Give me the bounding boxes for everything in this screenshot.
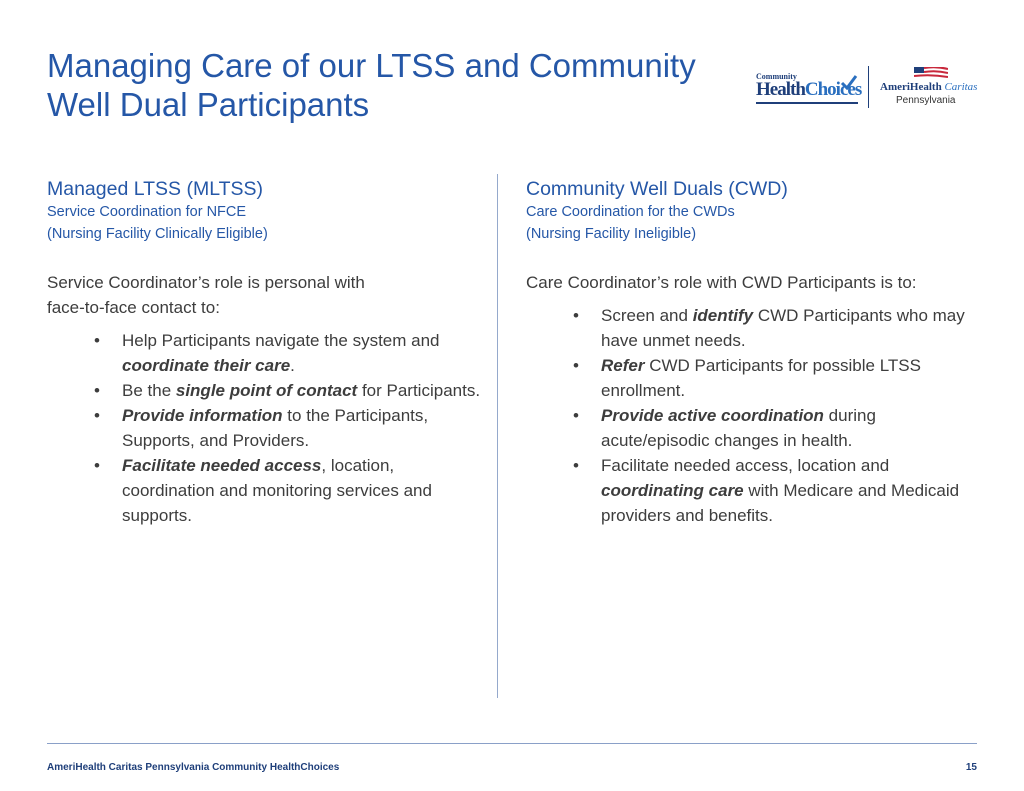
community-healthchoices-logo: Community HealthChoices [756, 72, 860, 104]
cwd-column [526, 177, 976, 528]
list-item: • Refer CWD Participants for possible LTSS enrollment. [573, 356, 921, 400]
header-logos [756, 66, 980, 108]
column-divider [497, 174, 498, 698]
page-number: 15 [965, 762, 977, 773]
list-item: • Be the single point of contact for Participants. [94, 381, 481, 400]
footer-rule [47, 743, 977, 744]
footer-text: AmeriHealth Caritas Pennsylvania Community HealthChoices [47, 762, 340, 773]
list-item: • Provide information to the Participants, Supports, and Providers. [94, 406, 429, 450]
title-line-1: Managing Care of our LTSS and Community [47, 47, 696, 84]
cwd-heading: Community Well Duals (CWD) [526, 178, 788, 200]
mltss-subtitle: Service Coordination for NFCE (Nursing Facility Clinically Eligible) [47, 204, 268, 242]
list-item: • Facilitate needed access, location and coordinating care with Medicare and Medicaid providers and benefits. [573, 456, 960, 525]
mltss-bullet-list [47, 328, 487, 528]
mltss-heading: Managed LTSS (MLTSS) [47, 178, 264, 200]
flag-icon [914, 67, 948, 79]
logo-divider [868, 66, 869, 108]
list-item: • Facilitate needed access, location, coordination and monitoring services and supports. [94, 456, 432, 525]
mltss-intro: Service Coordinator’s role is personal with face-to-face contact to: [47, 273, 365, 317]
cwd-bullet-list [526, 303, 976, 528]
checkmark-icon [840, 74, 858, 90]
cwd-intro: Care Coordinator’s role with CWD Participants is to: [526, 273, 917, 292]
title-line-2: Well Dual Participants [47, 86, 370, 123]
page-title [47, 46, 727, 124]
list-item: • Provide active coordination during acute/episodic changes in health. [573, 406, 876, 450]
mltss-column [47, 177, 487, 528]
list-item: • Screen and identify CWD Participants who may have unmet needs. [573, 306, 965, 350]
amerihealth-caritas-logo: AmeriHealth Caritas Pennsylvania [878, 66, 982, 108]
list-item: • Help Participants navigate the system and coordinate their care. [94, 331, 440, 375]
cwd-subtitle: Care Coordination for the CWDs (Nursing Facility Ineligible) [526, 204, 735, 242]
